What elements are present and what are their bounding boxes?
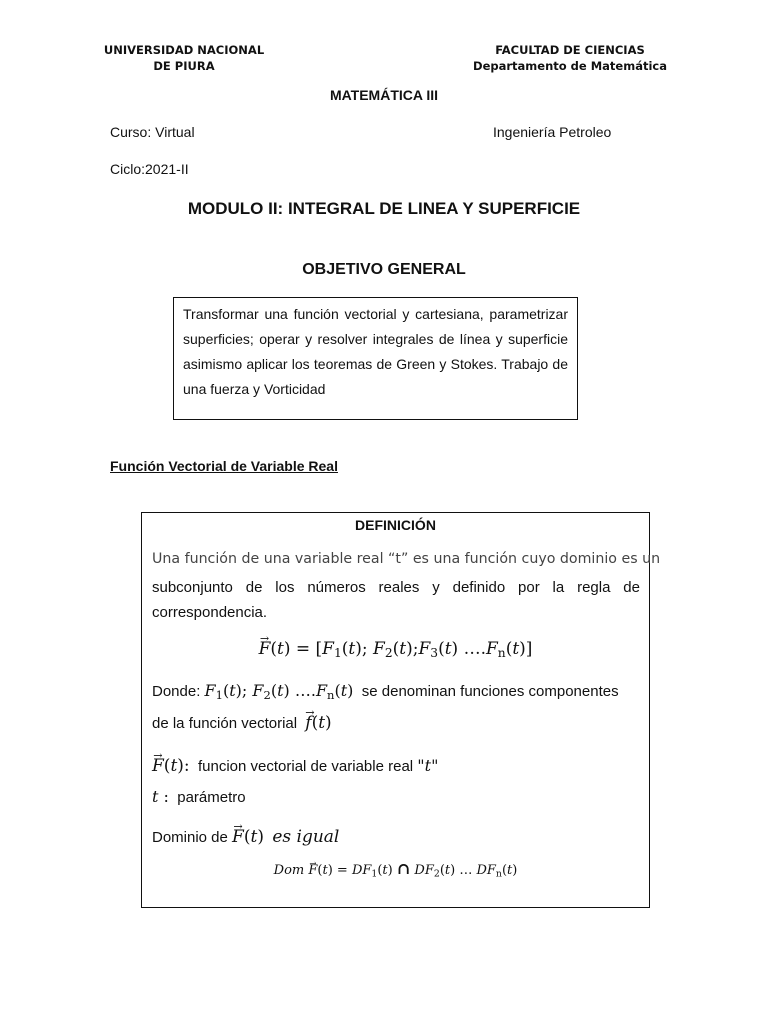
section-title: Función Vectorial de Variable Real — [110, 458, 338, 474]
definition-line2: subconjunto de los números reales y definido por la regla de correspondencia. — [152, 579, 640, 621]
fvec-description: → F(t): funcion vectorial de variable real "t" — [152, 756, 438, 776]
objective-text: Transformar una función vectorial y cartesiana, parametrizar superficies; operar y resolver integrales de línea y superficie asimismo aplicar los teoremas de Green y Stokes. Trabajo de una fuerza y Vorticidad — [183, 306, 568, 397]
f-vector-math: → f(t) — [305, 713, 331, 733]
university-name: UNIVERSIDAD NACIONAL DE PIURA — [103, 43, 265, 73]
donde-line: Donde: $F_1(t)$; $F_2(t)$ $\dots.F_n(t)$ se denominan funciones componentes — [152, 681, 619, 702]
carrera-label: Ingeniería Petroleo — [493, 124, 612, 140]
definition-box — [141, 512, 661, 908]
t-symbol: t : — [152, 787, 169, 806]
dominio-line: Dominio de → F(t) es igual — [152, 827, 339, 847]
definition-line1: Una función de una variable real “t” es una función cuyo dominio es un — [152, 551, 661, 567]
vector-function-formula: → $F(t) = [F_1(t)$; $F_2(t);F_3(t)$ $\dots.F_n(t)$] — [142, 639, 649, 660]
objective-heading: OBJETIVO GENERAL — [302, 261, 466, 278]
donde-line-2: de la función vectorial → f(t) — [152, 713, 332, 733]
t-description: t : parámetro — [152, 787, 246, 806]
definition-heading: DEFINICIÓN — [355, 517, 436, 533]
curso-label: Curso: Virtual — [110, 124, 195, 140]
ciclo-label: Ciclo:2021-II — [110, 161, 189, 177]
F-vector-symbol: → F(t): — [152, 756, 190, 776]
objective-box — [173, 297, 578, 420]
faculty-name: FACULTAD DE CIENCIAS Departamento de Matemática — [473, 43, 667, 73]
module-title: MODULO II: INTEGRAL DE LINEA Y SUPERFICIE — [187, 199, 581, 218]
dominio-F-math: → F(t) — [232, 827, 264, 847]
domain-formula: Dom → $F(t) = DF_1(t)$ ∩ $DF_2(t)$ … $DF_n(t)$ — [142, 859, 649, 879]
course-title: MATEMÁTICA III — [329, 87, 439, 103]
components-math: $F_1(t)$; $F_2(t)$ $\dots.F_n(t)$ — [204, 681, 354, 702]
